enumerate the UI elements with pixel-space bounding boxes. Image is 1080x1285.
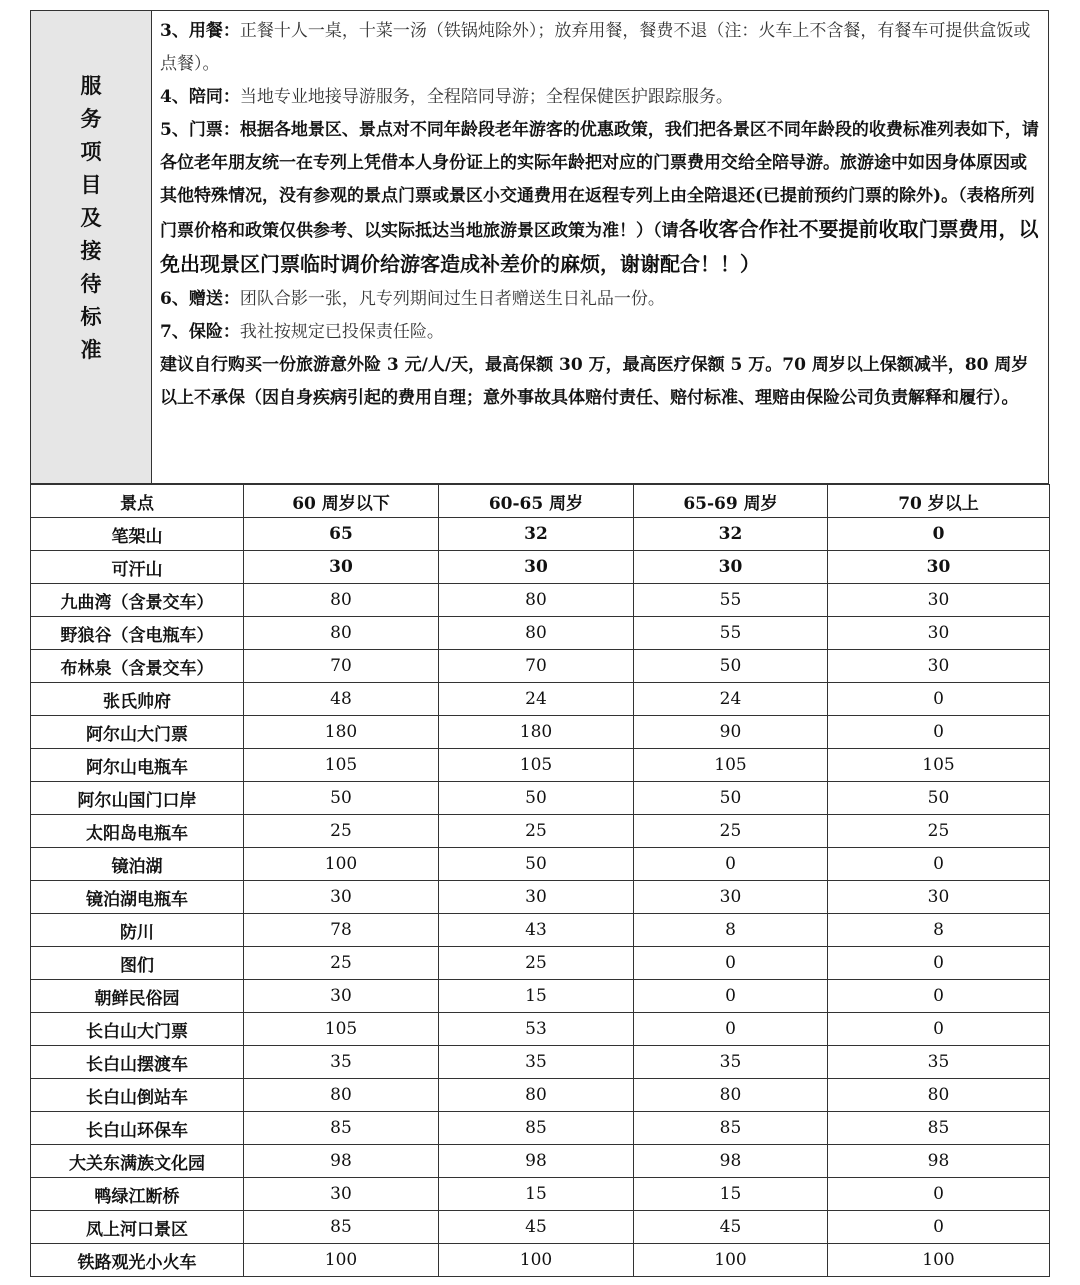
price-cell: 32 (439, 518, 634, 551)
attraction-name-cell: 九曲湾（含景交车） (31, 584, 244, 617)
price-cell: 32 (634, 518, 828, 551)
attraction-name-cell: 镜泊湖 (31, 848, 244, 881)
price-cell: 25 (634, 815, 828, 848)
section-label (76, 69, 106, 426)
attraction-name-cell: 大关东满族文化园 (31, 1145, 244, 1178)
price-cell: 80 (439, 1079, 634, 1112)
attraction-name-cell: 张氏帅府 (31, 683, 244, 716)
price-cell: 50 (634, 782, 828, 815)
price-cell: 15 (439, 980, 634, 1013)
header-cell: 70 岁以上 (828, 485, 1050, 518)
price-cell: 80 (828, 1079, 1050, 1112)
table-row (31, 914, 1050, 947)
price-cell: 0 (828, 1211, 1050, 1244)
price-cell: 98 (244, 1145, 439, 1178)
insurance-key: 7、保险： (160, 322, 240, 342)
ticket-price-table (30, 484, 1050, 1277)
price-cell: 100 (439, 1244, 634, 1277)
label-line: 及 (80, 204, 102, 230)
price-cell: 0 (828, 980, 1050, 1013)
price-cell: 45 (439, 1211, 634, 1244)
price-cell: 0 (828, 1178, 1050, 1211)
price-cell: 30 (244, 551, 439, 584)
price-cell: 24 (634, 683, 828, 716)
table-row (31, 1178, 1050, 1211)
price-cell: 85 (828, 1112, 1050, 1145)
meals-text: 正餐十人一桌，十菜一汤（铁锅炖除外）；放弃用餐，餐费不退（注：火车上不含餐，有餐车可提供盒饭或点餐）。 (160, 21, 1031, 74)
price-cell: 80 (244, 617, 439, 650)
attraction-name-cell: 长白山环保车 (31, 1112, 244, 1145)
table-row (31, 980, 1050, 1013)
price-cell: 180 (439, 716, 634, 749)
price-cell: 43 (439, 914, 634, 947)
price-cell: 100 (634, 1244, 828, 1277)
tickets-key: 5、门票： (160, 120, 240, 140)
label-line: 项目 (80, 138, 102, 197)
table-row (31, 1013, 1050, 1046)
attraction-name-cell: 长白山摆渡车 (31, 1046, 244, 1079)
attraction-name-cell: 野狼谷（含电瓶车） (31, 617, 244, 650)
table-row (31, 1211, 1050, 1244)
insurance-advice: 建议自行购买一份旅游意外险 3 元/人/天，最高保额 30 万，最高医疗保额 5 万。70 周岁以上保额减半，80 周岁以上不承保（因自身疾病引起的费用自理；意外事故具体赔付责任、赔付标准、理赔由保险公司负责解释和履行）。 (160, 355, 1029, 408)
price-cell: 50 (244, 782, 439, 815)
price-cell: 65 (244, 518, 439, 551)
attraction-name-cell: 长白山倒站车 (31, 1079, 244, 1112)
table-row (31, 1112, 1050, 1145)
guide-key: 4、陪同： (160, 87, 240, 107)
price-cell: 30 (244, 881, 439, 914)
price-cell: 85 (439, 1112, 634, 1145)
table-row (31, 1244, 1050, 1277)
price-cell: 78 (244, 914, 439, 947)
table-row (31, 551, 1050, 584)
price-cell: 30 (634, 881, 828, 914)
insurance-text: 我社按规定已投保责任险。 (239, 322, 444, 342)
price-cell: 0 (828, 1013, 1050, 1046)
gift-paragraph (160, 283, 1040, 316)
price-cell: 25 (439, 815, 634, 848)
table-body (31, 518, 1050, 1277)
attraction-name-cell: 笔架山 (31, 518, 244, 551)
price-cell: 70 (439, 650, 634, 683)
price-cell: 30 (244, 1178, 439, 1211)
table-row (31, 749, 1050, 782)
price-cell: 35 (634, 1046, 828, 1079)
service-details (152, 11, 1048, 483)
price-cell: 8 (828, 914, 1050, 947)
price-cell: 90 (634, 716, 828, 749)
table-row (31, 650, 1050, 683)
attraction-name-cell: 凤上河口景区 (31, 1211, 244, 1244)
price-cell: 0 (828, 518, 1050, 551)
price-cell: 15 (439, 1178, 634, 1211)
gift-text: 团队合影一张，凡专列期间过生日者赠送生日礼品一份。 (239, 289, 665, 309)
price-cell: 48 (244, 683, 439, 716)
label-line: 接待 (80, 237, 102, 296)
price-cell: 50 (634, 650, 828, 683)
price-cell: 0 (828, 716, 1050, 749)
header-cell: 60-65 周岁 (439, 485, 634, 518)
table-row (31, 683, 1050, 716)
attraction-name-cell: 布林泉（含景交车） (31, 650, 244, 683)
price-cell: 15 (634, 1178, 828, 1211)
label-line: 服务 (80, 72, 102, 131)
price-cell: 50 (828, 782, 1050, 815)
price-cell: 25 (828, 815, 1050, 848)
attraction-name-cell: 长白山大门票 (31, 1013, 244, 1046)
price-cell: 55 (634, 617, 828, 650)
header-cell: 60 周岁以下 (244, 485, 439, 518)
price-cell: 35 (439, 1046, 634, 1079)
price-cell: 80 (244, 1079, 439, 1112)
gift-key: 6、赠送： (160, 289, 240, 309)
guide-text: 当地专业地接导游服务，全程陪同导游；全程保健医护跟踪服务。 (239, 87, 733, 107)
price-cell: 85 (244, 1211, 439, 1244)
attraction-name-cell: 防川 (31, 914, 244, 947)
section-label-cell (31, 11, 152, 483)
tickets-text: 根据各地景区、景点对不同年龄段老年游客的优惠政策，我们把各景区不同年龄段的收费标准列表如下，请各位老年朋友统一在专列上凭借本人身份证上的实际年龄把对应的门票费用交给全陪导游。旅游途中如因身体原因或其他特殊情况，没有参观的景点门票或景区小交通费用在返程专列上由全陪退还(已提前预约门票的除外)。（表格所列门票价格和政策仅供参考、以实际抵达当地旅游景区政策为准！）（请 (160, 120, 1039, 241)
table-row (31, 1046, 1050, 1079)
price-cell: 100 (244, 1244, 439, 1277)
price-cell: 80 (244, 584, 439, 617)
attraction-name-cell: 阿尔山电瓶车 (31, 749, 244, 782)
meals-paragraph (160, 15, 1040, 81)
table-row (31, 848, 1050, 881)
price-cell: 0 (828, 848, 1050, 881)
price-cell: 105 (439, 749, 634, 782)
price-cell: 35 (244, 1046, 439, 1079)
tickets-paragraph (160, 114, 1040, 283)
price-cell: 85 (634, 1112, 828, 1145)
attraction-name-cell: 阿尔山大门票 (31, 716, 244, 749)
table-row (31, 815, 1050, 848)
price-cell: 0 (634, 980, 828, 1013)
price-cell: 98 (439, 1145, 634, 1178)
table-row (31, 1145, 1050, 1178)
price-cell: 180 (244, 716, 439, 749)
price-cell: 100 (244, 848, 439, 881)
price-cell: 0 (828, 683, 1050, 716)
label-line: 标准 (80, 303, 102, 362)
price-cell: 80 (634, 1079, 828, 1112)
attraction-name-cell: 铁路观光小火车 (31, 1244, 244, 1277)
guide-paragraph (160, 81, 1040, 114)
meals-key: 3、用餐： (160, 21, 240, 41)
table-row (31, 584, 1050, 617)
table-row (31, 1079, 1050, 1112)
attraction-name-cell: 朝鲜民俗园 (31, 980, 244, 1013)
price-cell: 105 (244, 749, 439, 782)
price-cell: 30 (244, 980, 439, 1013)
price-cell: 105 (828, 749, 1050, 782)
price-cell: 0 (828, 947, 1050, 980)
table-row (31, 782, 1050, 815)
price-cell: 8 (634, 914, 828, 947)
price-cell: 50 (439, 848, 634, 881)
tickets-notice: 各收客合作社不要提前收取门票费用，以免出现景区门票临时调价给游客造成补差价的麻烦，谢谢配合！！） (160, 217, 1039, 276)
price-cell: 80 (439, 617, 634, 650)
price-cell: 100 (828, 1244, 1050, 1277)
price-cell: 25 (439, 947, 634, 980)
price-cell: 25 (244, 815, 439, 848)
price-cell: 25 (244, 947, 439, 980)
attraction-name-cell: 太阳岛电瓶车 (31, 815, 244, 848)
price-cell: 70 (244, 650, 439, 683)
price-cell: 55 (634, 584, 828, 617)
price-cell: 0 (634, 947, 828, 980)
price-cell: 30 (439, 881, 634, 914)
service-section (30, 10, 1049, 484)
price-cell: 50 (439, 782, 634, 815)
price-cell: 80 (439, 584, 634, 617)
attraction-name-cell: 阿尔山国门口岸 (31, 782, 244, 815)
table-row (31, 617, 1050, 650)
price-cell: 0 (634, 1013, 828, 1046)
price-cell: 30 (828, 551, 1050, 584)
table-header-row (31, 485, 1050, 518)
price-cell: 30 (828, 650, 1050, 683)
price-cell: 30 (439, 551, 634, 584)
header-cell: 65-69 周岁 (634, 485, 828, 518)
insurance-paragraph (160, 316, 1040, 349)
attraction-name-cell: 可汗山 (31, 551, 244, 584)
price-cell: 30 (828, 584, 1050, 617)
price-cell: 24 (439, 683, 634, 716)
header-cell: 景点 (31, 485, 244, 518)
table-row (31, 518, 1050, 551)
price-cell: 45 (634, 1211, 828, 1244)
attraction-name-cell: 鸭绿江断桥 (31, 1178, 244, 1211)
price-cell: 30 (828, 617, 1050, 650)
price-cell: 30 (634, 551, 828, 584)
table-row (31, 716, 1050, 749)
price-cell: 35 (828, 1046, 1050, 1079)
price-cell: 105 (244, 1013, 439, 1046)
attraction-name-cell: 图们 (31, 947, 244, 980)
price-cell: 85 (244, 1112, 439, 1145)
price-cell: 98 (828, 1145, 1050, 1178)
price-cell: 105 (634, 749, 828, 782)
price-cell: 30 (828, 881, 1050, 914)
price-cell: 0 (634, 848, 828, 881)
price-cell: 98 (634, 1145, 828, 1178)
table-row (31, 881, 1050, 914)
attraction-name-cell: 镜泊湖电瓶车 (31, 881, 244, 914)
document-page (30, 10, 1049, 1277)
price-cell: 53 (439, 1013, 634, 1046)
table-row (31, 947, 1050, 980)
